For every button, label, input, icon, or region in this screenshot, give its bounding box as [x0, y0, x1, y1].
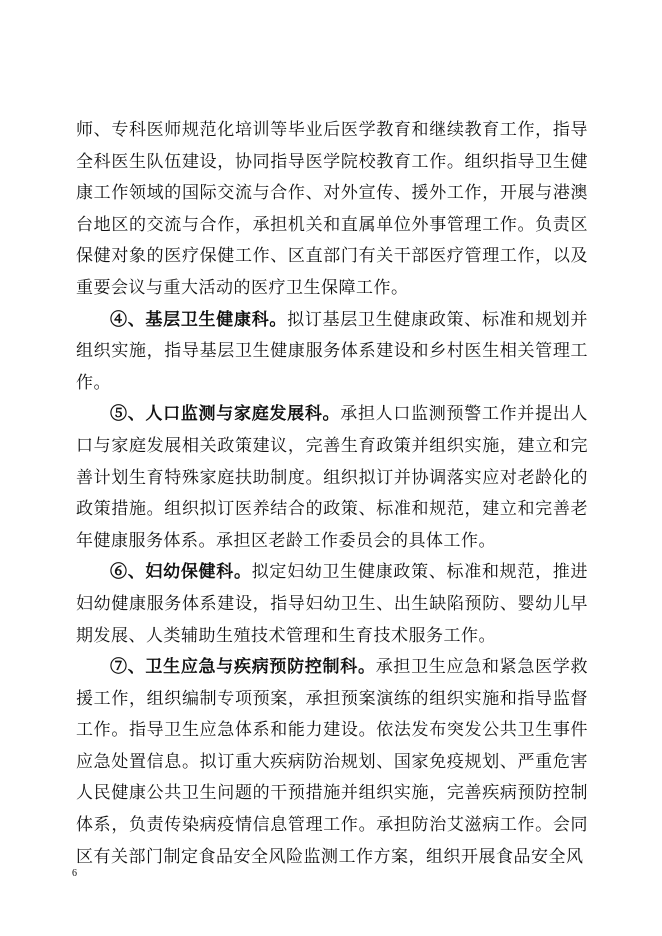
paragraph-maternal-child — [76, 557, 588, 652]
paragraph-population-family — [76, 399, 588, 557]
document-body — [76, 115, 588, 873]
paragraph-text: 承担人口监测预警工作并提出人口与家庭发展相关政策建议，完善生育政策并组织实施，建立和完善计划生育特殊家庭扶助制度。组织拟订并协调落实应对老龄化的政策措施。组织拟订医养结合的政策、标准和规范，建立和完善老年健康服务体系。承担区老龄工作委员会的具体工作。 — [76, 404, 588, 551]
paragraph-emergency-disease-control — [76, 652, 588, 873]
paragraph-text: 师、专科医师规范化培训等毕业后医学教育和继续教育工作，指导全科医生队伍建设，协同指导医学院校教育工作。组织指导卫生健康工作领域的国际交流与合作、对外宣传、援外工作，开展与港澳台地区的交流与合作，承担机关和直属单位外事管理工作。负责区保健对象的医疗保健工作、区直部门有关干部医疗管理工作，以及重要会议与重大活动的医疗卫生保障工作。 — [76, 120, 588, 298]
section-heading: ④、基层卫生健康科。 — [110, 309, 288, 330]
page-number: 6 — [72, 868, 77, 879]
paragraph-text: 拟定妇幼卫生健康政策、标准和规范，推进妇幼健康服务体系建设，指导妇幼卫生、出生缺陷预防、婴幼儿早期发展、人类辅助生殖技术管理和生育技术服务工作。 — [76, 562, 589, 646]
paragraph-continued — [76, 115, 588, 305]
paragraph-text: 拟订基层卫生健康政策、标准和规划并组织实施，指导基层卫生健康服务体系建设和乡村医生相关管理工作。 — [76, 309, 589, 393]
paragraph-text: 承担卫生应急和紧急医学救援工作，组织编制专项预案，承担预案演练的组织实施和指导监督工作。指导卫生应急体系和能力建设。依法发布突发公共卫生事件应急处置信息。拟订重大疾病防治规划、国家免疫规划、严重危害人民健康公共卫生问题的干预措施并组织实施，完善疾病预防控制体系，负责传染病疫情信息管理工作。承担防治艾滋病工作。会同区有关部门制定食品安全风险监测工作方案，组织开展食品安全风 — [76, 657, 589, 867]
paragraph-grassroots-health — [76, 305, 588, 400]
section-heading: ⑤、人口监测与家庭发展科。 — [110, 404, 341, 425]
section-heading: ⑥、妇幼保健科。 — [110, 562, 252, 583]
section-heading: ⑦、卫生应急与疾病预防控制科。 — [110, 657, 376, 678]
